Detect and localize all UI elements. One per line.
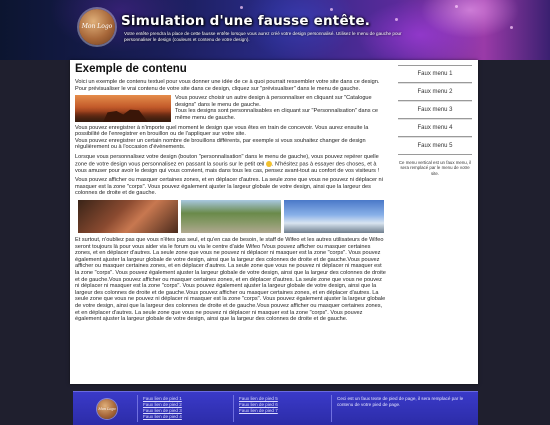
footer-divider <box>233 395 234 422</box>
decor-spark <box>510 26 513 29</box>
content-paragraph <box>75 154 387 174</box>
content-heading: Exemple de contenu <box>75 63 187 75</box>
footer-link[interactable]: Faux lien de pied 4 <box>143 414 182 419</box>
paragraph-text: Vous pouvez choisir un autre design à personnaliser en cliquant sur "Catalogue designs" dans le menu de gauche. <box>175 95 372 108</box>
sidebar-item-2[interactable]: Faux menu 2 <box>398 83 472 101</box>
gallery-image <box>78 200 178 233</box>
decor-spark <box>330 8 333 11</box>
paragraph-text: Voici un exemple de contenu textuel pour vous donner une idée de ce à quoi pourrait ressembler votre site dans ce design. <box>75 79 380 85</box>
sidebar-note: Ce menu vertical est un faux menu, il sera remplacé par le menu de votre site. <box>398 160 472 176</box>
header-title: Simulation d'une fausse entête. <box>121 13 371 29</box>
site-header <box>0 0 550 60</box>
footer-logo[interactable] <box>97 399 117 419</box>
footer-text: Ceci est un faux texte de pied de page, il sera remplacé par le contenu de votre pied de page. <box>337 396 464 407</box>
content-paragraph: Vous pouvez afficher ou masquer certaines zones, et en déplacer d'autres. La seule zone que vous ne pouvez ni déplacer ni masquer est la zone "corps". Vous pouvez également ajuster la largeur globale de votre design, ainsi que la largeur des colonnes de droite et de gauche. <box>75 177 383 197</box>
page-container <box>70 60 478 384</box>
image-gallery <box>78 200 387 233</box>
content-paragraph: Et surtout, n'oubliez pas que vous n'êtes pas seul, et qu'en cas de besoin, le staff de Wifeo et les autres utilisateurs de Wifeo seront toujours là pour vous aider via le forum ou via le centre d'aide Wifeo !Vous pouvez afficher ou masquer certaines zones, et en déplacer d'autres. La seule zone que vous ne pouvez ni déplacer ni masquer est la zone "corps". Vous pouvez également ajuster la largeur globale de votre design, ainsi que la largeur des colonnes de droite et de gauche.Vous pouvez afficher ou masquer certaines zones, et en déplacer d'autres. La seule zone que vous ne pouvez ni déplacer ni masquer est la zone "corps". Vous pouvez également ajuster la largeur globale de votre design, ainsi que la largeur des colonnes de droite et de gauche.Vous pouvez afficher ou masquer certaines zones, et en déplacer d'autres. La seule zone que vous ne pouvez ni déplacer ni masquer est la zone "corps". Vous pouvez également ajuster la largeur globale de votre design, ainsi que la largeur des colonnes de droite et de gauche.Vous pouvez afficher ou masquer certaines zones, et en déplacer d'autres. La seule zone que vous ne pouvez ni déplacer ni masquer est la zone "corps". Vous pouvez également ajuster la largeur globale de votre design, ainsi que la largeur des colonnes de droite et de gauche.Vous pouvez afficher ou masquer certaines zones, et en déplacer d'autres. La seule zone que vous ne pouvez ni déplacer ni masquer est la zone "corps". Vous pouvez également ajuster la largeur globale de votre design, ainsi que la largeur des colonnes de droite et de gauche. <box>75 236 386 323</box>
paragraph-text: Vous pouvez enregistrer à n'importe quel moment le design que vous êtes en train de concevoir. Vous aurez ensuite la possibilité de l'enregistrer en brouillon ou de l'appliquer sur votre site. <box>75 124 369 138</box>
footer-link[interactable]: Faux lien de pied 6 <box>239 402 278 407</box>
sidebar-item-5[interactable]: Faux menu 5 <box>398 137 472 155</box>
footer-divider <box>331 395 332 422</box>
decor-spark <box>240 6 243 9</box>
header-description: Votre entête prendra la place de cette fausse entête lorsque vous aurez créé votre design personnalisé. Utilisez le menu de gauche pour personnaliser le design (couleurs et contenu de votre design). <box>124 31 402 42</box>
content-paragraph <box>75 125 387 151</box>
decor-spark <box>455 5 458 8</box>
gallery-image <box>284 200 384 233</box>
site-logo[interactable] <box>79 9 115 45</box>
footer-divider <box>137 395 138 422</box>
footer-link[interactable]: Faux lien de pied 5 <box>239 396 278 401</box>
content-paragraph <box>75 79 387 92</box>
paragraph-text: Vous pouvez enregistrer un certain nombre de brouillons différents, par exemple si vous souhaitez changer de design régulièrement ou à l'occasion d'évènements. <box>75 137 366 151</box>
sidebar-menu <box>398 65 472 176</box>
sidebar-item-3[interactable]: Faux menu 3 <box>398 101 472 119</box>
footer-link[interactable]: Faux lien de pied 1 <box>143 396 182 401</box>
footer-links-col-1 <box>143 396 182 420</box>
paragraph-text: Tous les designs sont personnalisables en cliquant sur "Personnalisation" dans ce même menu de gauche. <box>175 108 378 121</box>
footer-link[interactable]: Faux lien de pied 3 <box>143 408 182 413</box>
sidebar-item-4[interactable]: Faux menu 4 <box>398 119 472 137</box>
paragraph-text: . N'hésitez pas à essayer des choses, et à vous amuser pour avoir le design qui vous convient, mais dans tous les cas, pensez avant-tout au confort de vos visiteurs ! <box>75 161 380 174</box>
main-content <box>75 62 387 382</box>
desert-landscape-image <box>75 95 171 122</box>
sidebar-item-1[interactable]: Faux menu 1 <box>398 65 472 83</box>
footer-link[interactable]: Faux lien de pied 2 <box>143 402 182 407</box>
decor-spark <box>395 18 398 21</box>
gallery-image <box>181 200 281 233</box>
site-footer <box>73 391 478 425</box>
footer-link[interactable]: Faux lien de pied 7 <box>239 408 278 413</box>
paragraph-text: Lorsque vous personnalisez votre design (bouton "personnalisation" dans le menu de gauche), vous pouvez repérer quelle zone de votre design vous personnalisez en passant la souris sur le petit œil <box>75 153 379 168</box>
footer-logo-text: Mon Logo <box>98 407 116 411</box>
logo-text: Mon Logo <box>81 23 113 30</box>
footer-links-col-2 <box>239 396 278 414</box>
paragraph-text: Pour prévisualiser le vrai contenu de votre site dans ce design, cliquez sur "prévisualiser" dans le menu de gauche. <box>75 85 361 92</box>
